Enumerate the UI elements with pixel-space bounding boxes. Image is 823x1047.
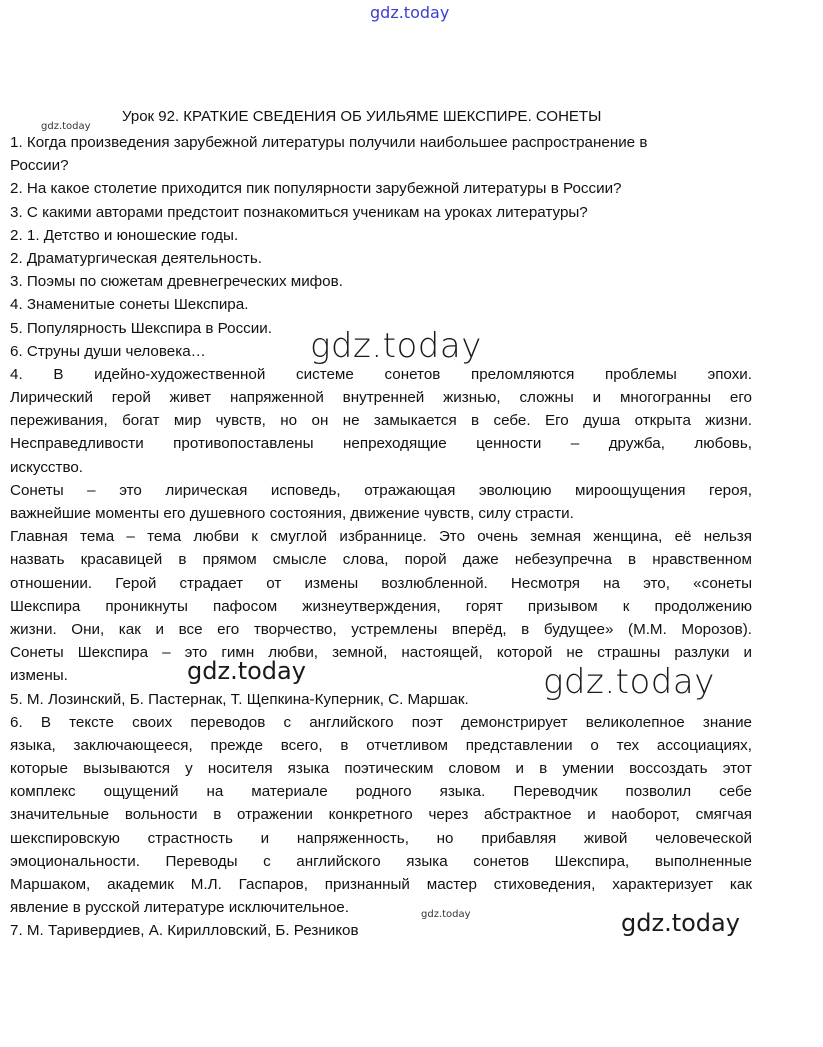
text-line: 4. В идейно-художественной системе сонетов преломляются проблемы эпохи. — [10, 365, 752, 383]
text-line: Шекспира проникнуты пафосом жизнеутверждения, горят призывом к продолжению — [10, 597, 752, 615]
text-line: Маршаком, академик М.Л. Гаспаров, признанный мастер стиховедения, характеризует как — [10, 876, 752, 893]
text-line: 6. Струны души человека… — [10, 342, 206, 360]
watermark-mid-right: gdz.today — [543, 662, 715, 702]
lesson-title: Урок 92. КРАТКИЕ СВЕДЕНИЯ ОБ УИЛЬЯМЕ ШЕКСПИРЕ. СОНЕТЫ — [122, 108, 602, 125]
watermark-top: gdz.today — [370, 3, 450, 22]
text-line: Несправедливости противопоставлены непреходящие ценности – дружба, любовь, — [10, 435, 752, 453]
text-line: искусство. — [10, 458, 84, 476]
text-line: 5. Популярность Шекспира в России. — [10, 319, 272, 337]
text-line: комплекс ощущений на материале родного языка. Переводчик позволил себе — [10, 783, 752, 801]
watermark-mid-left: gdz.today — [187, 657, 306, 685]
text-line: 4. Знаменитые сонеты Шекспира. — [10, 296, 249, 314]
lesson-text — [10, 131, 752, 943]
text-line: измены. — [10, 667, 68, 685]
watermark-bottom-right: gdz.today — [621, 909, 740, 937]
text-line: 3. С какими авторами предстоит познакомиться ученикам на уроках литературы? — [10, 203, 588, 221]
watermark-small-bottom: gdz.today — [421, 909, 471, 920]
text-line: явление в русской литературе исключительное. — [10, 899, 349, 917]
text-line: Сонеты Шекспира – это гимн любви, земной, настоящей, которой не страшны разлуки и — [10, 644, 752, 662]
text-line: шекспировскую страстность и напряженность, но прибавляя живой человеческой — [10, 829, 752, 847]
text-line: 7. М. Таривердиев, А. Кирилловский, Б. Резников — [10, 922, 359, 940]
text-line: 6. В тексте своих переводов с английского поэт демонстрирует великолепное знание — [10, 713, 752, 731]
text-line: 2. 1. Детство и юношеские годы. — [10, 226, 239, 244]
text-line: Лирический герой живет напряженной внутренней жизнью, сложны и многогранны его — [10, 389, 752, 407]
text-line: эмоциональности. Переводы с английского языка сонетов Шекспира, выполненные — [10, 852, 752, 870]
watermark-small-left: gdz.today — [41, 121, 91, 132]
text-line: отношении. Герой страдает от измены возлюбленной. Несмотря на это, «сонеты — [10, 574, 752, 592]
watermark-center: gdz.today — [310, 326, 482, 366]
text-line: 3. Поэмы по сюжетам древнегреческих мифов. — [10, 273, 343, 291]
text-line: 1. Когда произведения зарубежной литературы получили наибольшее распространение в — [10, 134, 648, 151]
text-line: Сонеты – это лирическая исповедь, отражающая эволюцию мироощущения героя, — [10, 481, 752, 499]
text-line: значительные вольности в отражении конкретного через абстрактное и наоборот, смягчая — [10, 806, 752, 824]
text-line: жизни. Они, как и все его творчество, устремлены вперёд, в будущее» (М.М. Морозов). — [10, 620, 752, 638]
text-line: важнейшие моменты его душевного состояния, движение чувств, силу страсти. — [10, 505, 574, 522]
text-line: переживания, богат мир чувств, но он не замыкается в себе. Его душа открыта жизни. — [10, 412, 752, 430]
text-line: языка, заключающееся, прежде всего, в отчетливом представлении о тех ассоциациях, — [10, 736, 752, 754]
text-line: 2. На какое столетие приходится пик популярности зарубежной литературы в России? — [10, 180, 622, 198]
text-line: назвать красавицей в прямом смысле слова, порой даже небезупречна в нравственном — [10, 551, 752, 569]
text-line: Главная тема – тема любви к смуглой избраннице. Это очень земная женщина, её нельзя — [10, 528, 752, 546]
text-line: 2. Драматургическая деятельность. — [10, 249, 263, 267]
text-line: которые вызываются у носителя языка поэтическим словом и в умении воссоздать этот — [10, 760, 752, 778]
text-line: России? — [10, 157, 69, 175]
text-line: 5. М. Лозинский, Б. Пастернак, Т. Щепкина-Куперник, С. Маршак. — [10, 690, 469, 708]
